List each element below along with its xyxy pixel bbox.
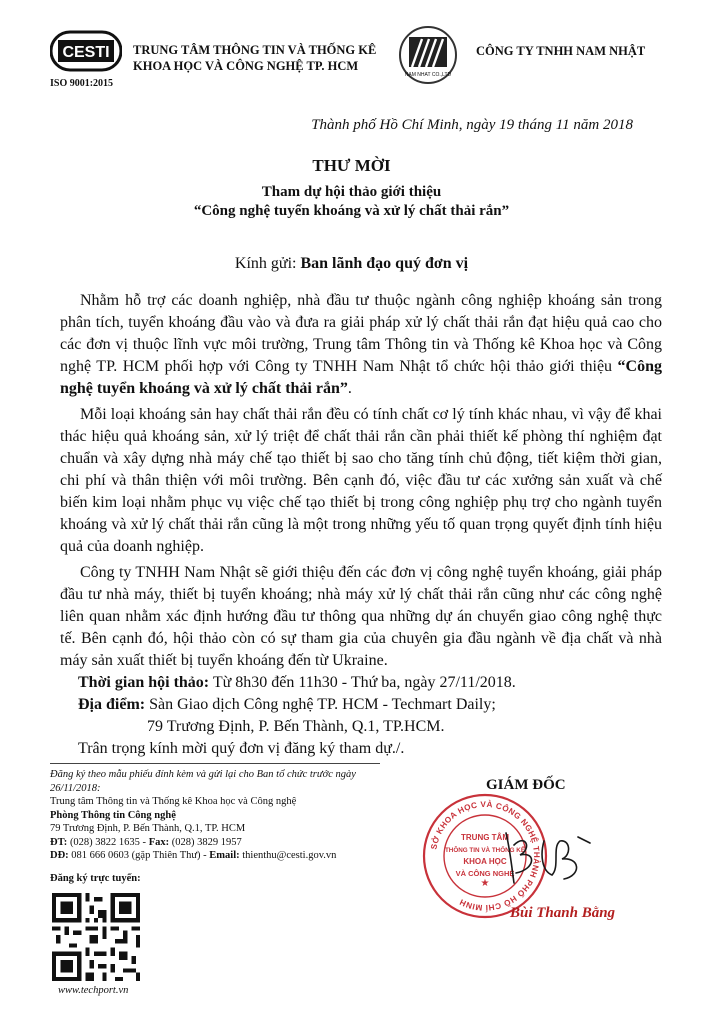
letter-body — [60, 290, 662, 676]
salutation-recipient: Ban lãnh đạo quý đơn vị — [300, 255, 469, 272]
subtitle-line-2: “Công nghệ tuyển khoáng và xử lý chất thải rắn” — [193, 203, 510, 219]
handwritten-signature — [500, 825, 600, 887]
nam-nhat-logo — [392, 25, 464, 85]
footer-org: Trung tâm Thông tin và Thống kê Khoa học và Công nghệ — [50, 796, 297, 807]
closing-line: Trân trọng kính mời quý đơn vị đăng ký tham dự./. — [78, 740, 405, 757]
mobile-label: DĐ: — [50, 850, 69, 861]
footer-address: 79 Trương Định, P. Bến Thành, Q.1, TP. HCM — [50, 823, 246, 834]
phone-label: ĐT: — [50, 836, 68, 848]
online-registration-label: Đăng ký trực tuyến: — [50, 872, 141, 884]
phone-value: (028) 3822 1635 - — [67, 836, 149, 848]
stamp-line-4: VÀ CÔNG NGHỆ — [455, 869, 515, 878]
paragraph-1-bold: “Công nghệ tuyển khoáng và xử lý chất thải rắn” — [60, 358, 662, 397]
organization-nam-nhat: CÔNG TY TNHH NAM NHẬT — [476, 44, 646, 58]
letter-title: THƯ MỜI — [312, 156, 391, 175]
registration-info — [50, 768, 380, 885]
stamp-line-3: KHOA HỌC — [463, 857, 507, 866]
footer-dept: Phòng Thông tin Công nghệ — [50, 809, 176, 821]
org-line-1: TRUNG TÂM THÔNG TIN VÀ THỐNG KÊ — [133, 43, 377, 57]
email-label: Email: — [209, 850, 240, 861]
paragraph-1-text: Nhằm hỗ trợ các doanh nghiệp, nhà đầu tư thuộc ngành công nghiệp khoáng sản trong phân tích, tuyển khoáng đầu vào và đưa ra giải pháp xử lý chất thải rắn đạt hiệu quả cao cho các đơn vị thuộc lĩnh vực môi trường, Trung tâm Thông tin và Thống kê Khoa học và Công nghệ TP. HCM phối hợp với Công ty TNHH Nam Nhật tổ chức hội thảo giới thiệu — [60, 292, 662, 375]
stamp-line-2: THÔNG TIN VÀ THỐNG KÊ — [444, 847, 526, 854]
place-value-1: Sàn Giao dịch Công nghệ TP. HCM - Techmart Daily; — [145, 696, 496, 713]
email-value: thienthu@cesti.gov.vn — [239, 850, 337, 861]
fax-value: (028) 3829 1957 — [169, 836, 242, 848]
footer-divider — [50, 763, 380, 764]
fax-label: Fax: — [148, 836, 170, 848]
svg-text:★: ★ — [480, 878, 490, 889]
place-value-2: 79 Trương Định, P. Bến Thành, Q.1, TP.HCM. — [147, 718, 445, 735]
paragraph-2: Mỗi loại khoáng sản hay chất thải rắn đều có tính chất cơ lý tính khác nhau, vì vậy để khai thác hiệu quả khoáng sản, xử lý triệt để chất thải rắn cần phải thiết kế phòng thí nghiệm đạt chuẩn và xây dựng nhà máy chế tạo thiết bị sao cho tăng tính chủ động, tiết kiệm thời gian, chi phí và thân thiện với môi trường. Bên cạnh đó, việc đầu tư các xưởng sản xuất và chế biến kim loại nhằm phục vụ việc chế tạo thiết bị trong công nghiệp phụ trợ cho ngành tuyển khoáng và xử lý chất thải rắn cũng là một trong những yếu tố quan trọng quyết định tính hiệu quả của doanh nghiệp. — [60, 406, 662, 555]
signer-name: Bùi Thanh Bằng — [510, 905, 616, 921]
event-details — [78, 672, 516, 760]
footer-phone — [50, 836, 380, 850]
paragraph-3: Công ty TNHH Nam Nhật sẽ giới thiệu đến các đơn vị công nghệ tuyển khoáng, giải pháp đầu tư nhà máy, thiết bị tuyển khoáng; nhà máy xử lý chất thải rắn cũng như các công nghệ liên quan nhằm xác định hướng đầu tư thông qua những dự án chuyển giao công nghệ thực tế. Bên cạnh đó, hội thảo còn có sự tham gia của chuyên gia đầu ngành về địa chất và nhà máy sản xuất thiết bị tuyển khoáng đến từ Ukraine. — [60, 564, 662, 669]
footer-mobile — [50, 849, 380, 863]
org-line-2: KHOA HỌC VÀ CÔNG NGHỆ TP. HCM — [133, 59, 359, 73]
salutation-prefix: Kính gửi: — [234, 255, 301, 272]
website-link[interactable]: www.techport.vn — [58, 985, 129, 996]
qr-code[interactable] — [52, 893, 140, 981]
event-time — [78, 672, 516, 694]
paragraph-1-end: . — [347, 380, 352, 397]
time-value: Từ 8h30 đến 11h30 - Thứ ba, ngày 27/11/2018. — [209, 674, 516, 691]
cesti-logo-text: CESTI — [62, 44, 110, 61]
salutation — [0, 255, 703, 273]
stamp-ring-text: SỞ KHOA HỌC VÀ CÔNG NGHỆ THÀNH PHỐ HỒ CHÍ MINH — [429, 799, 542, 913]
registration-note: Đăng ký theo mẫu phiếu đính kèm và gửi lại cho Ban tổ chức trước ngày 26/11/2018: — [50, 769, 356, 794]
subtitle-line-1: Tham dự hội thảo giới thiệu — [261, 184, 442, 200]
stamp-line-1: TRUNG TÂM — [461, 833, 509, 842]
paragraph-1 — [60, 290, 662, 400]
event-place — [78, 694, 516, 716]
time-label: Thời gian hội thảo: — [78, 674, 210, 691]
nam-nhat-logo-text: NAM NHAT CO.,LTD — [404, 72, 452, 78]
letter-subtitle — [0, 183, 703, 221]
iso-label: ISO 9001:2015 — [50, 78, 114, 89]
director-title: GIÁM ĐỐC — [486, 777, 566, 793]
mobile-value: 081 666 0603 (gặp Thiên Thư) - — [68, 850, 210, 861]
place-label: Địa điểm: — [78, 696, 146, 713]
letter-date: Thành phố Hồ Chí Minh, ngày 19 tháng 11 năm 2018 — [311, 117, 633, 133]
organization-cesti — [133, 42, 376, 74]
cesti-logo — [50, 30, 122, 74]
